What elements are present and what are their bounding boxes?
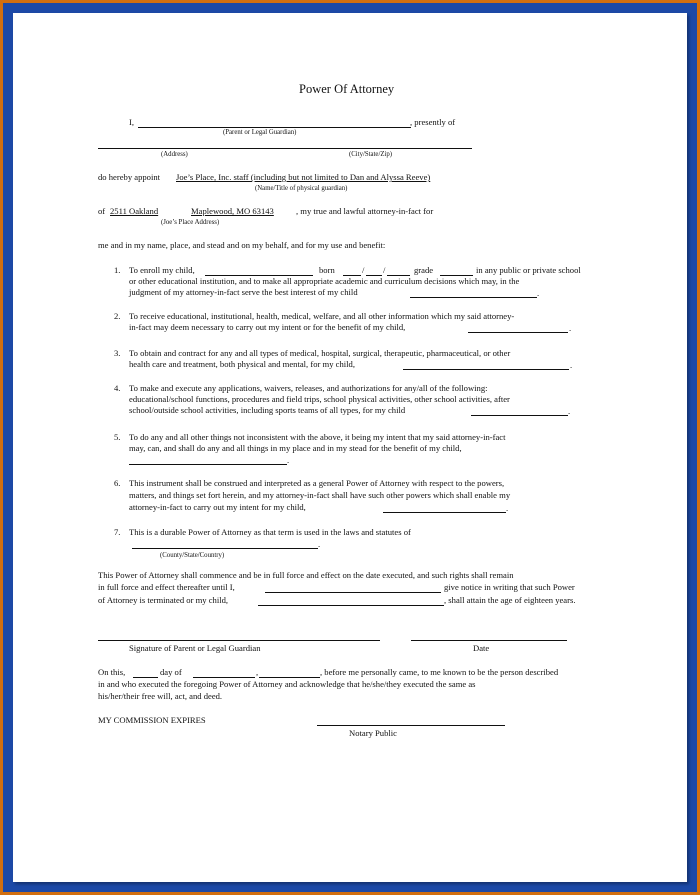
parent-caption: (Parent or Legal Guardian) [223,129,297,136]
item-4-line-2: educational/school functions, procedures and field trips, school physical activities, other school activities, after [129,394,510,404]
item-2-line-1: To receive educational, institutional, health, medical, welfare, and all other information which my said attorney- [129,311,515,321]
closing-line-2a: in full force and effect thereafter until I, [98,582,235,592]
notary-day-line[interactable] [133,677,158,678]
item-5-number: 5. [114,432,121,442]
i-label: I, [129,117,135,127]
item-1-born: born [319,265,335,275]
item-1-period: . [537,288,540,298]
guardian-caption: (Name/Title of physical guardian) [255,185,348,192]
item-4-line-1: To make and execute any applications, waivers, releases, and authorizations for any/all of the following: [129,383,488,393]
address-line[interactable] [98,148,472,149]
document-page [13,13,687,882]
blue-frame [3,3,697,892]
child-name-line-8[interactable] [258,605,444,606]
item-4-number: 4. [114,383,121,393]
closing-line-3a: of Attorney is terminated or my child, [98,595,229,605]
item-4-line-3: school/outside school activities, including sports teams of all types, for my child [129,405,406,415]
item-4-period: . [568,406,571,416]
item-5-period: . [287,455,290,465]
date-line[interactable] [411,640,567,641]
item-6-number: 6. [114,478,121,488]
notary-public-label: Notary Public [349,728,397,738]
notary-year-line[interactable] [259,677,320,678]
item-6-period: . [506,503,509,513]
notary-line-3: his/her/their free will, act, and deed. [98,691,223,701]
child-name-line-4[interactable] [403,369,569,370]
notary-month-line[interactable] [193,677,255,678]
city-state-zip-caption: (City/State/Zip) [349,151,393,158]
item-1-text-a: To enroll my child, [129,265,195,275]
item-7-number: 7. [114,527,121,537]
child-name-line-6[interactable] [129,464,287,465]
item-3-number: 3. [114,348,121,358]
item-1-text-f: in any public or private school [476,265,581,275]
item-6-line-2: matters, and things set fort herein, and my attorney-in-fact shall have such other powers which shall enable my [129,490,511,500]
joes-place-caption: (Joe’s Place Address) [161,219,220,226]
item-5-line-1: To do any and all other things not inconsistent with the above, it being my intent that my said attorney-in-fact [129,432,506,442]
item-2-line-2: in-fact may deem necessary to carry out my intent or for the benefit of my child, [129,322,406,332]
item-6-line-1: This instrument shall be construed and interpreted as a general Power of Attorney with respect to the powers, [129,478,505,488]
notary-line-1b: day of [160,667,182,677]
item-3-line-1: To obtain and contract for any and all types of medical, hospital, surgical, therapeutic, pharmaceutical, or other [129,348,511,358]
item-2-period: . [569,323,572,333]
power-of-attorney-form [13,13,687,882]
closing-line-3b: , shall attain the age of eighteen years. [444,595,576,605]
item-1-slash-1: / [362,265,365,275]
appoint-suffix: , my true and lawful attorney-in-fact for [296,206,434,216]
notary-line-2: in and who executed the foregoing Power of Attorney and acknowledge that he/she/they executed the same as [98,679,476,689]
intro-text: me and in my name, place, and stead and on my behalf, and for my use and benefit: [98,240,386,250]
closing-line-2b: give notice in writing that such Power [444,582,575,592]
item-1-line-3: judgment of my attorney-in-fact serve the best interest of my child [129,287,358,297]
item-1-grade: grade [414,265,434,275]
child-name-line-5[interactable] [471,415,568,416]
item-3-line-2: health care and treatment, both physical and mental, for my child, [129,359,355,369]
item-6-line-3: attorney-in-fact to carry out my intent for my child, [129,502,306,512]
item-7-period: . [318,539,321,549]
item-7-line-1: This is a durable Power of Attorney as that term is used in the laws and statutes of [129,527,411,537]
closing-line-1: This Power of Attorney shall commence and be in full force and effect on the date executed, and such rights shall remain [98,570,514,580]
item-1-number: 1. [114,265,121,275]
commission-expires-label: MY COMMISSION EXPIRES [98,715,206,725]
child-name-line-2[interactable] [410,297,537,298]
appoint-prefix: do hereby appoint [98,172,161,182]
document-title: Power Of Attorney [299,82,395,96]
of-label: of [98,206,106,216]
item-1-line-2: or other educational institution, and to make all appropriate academic and curriculum decisions which may, in the [129,276,520,286]
child-name-line-7[interactable] [383,512,506,513]
notary-line-1d: , before me personally came, to me known to be the person described [320,667,559,677]
jurisdiction-line[interactable] [132,548,318,549]
parent-signature-label: Signature of Parent or Legal Guardian [129,643,261,653]
presently-of-label: , presently of [410,117,456,127]
item-5-line-2: may, can, and shall do any and all things in my place and in my stead for the benefit of my child, [129,443,462,453]
parent-signature-line[interactable] [98,640,380,641]
item-1-slash-2: / [383,265,386,275]
parent-name-line-2[interactable] [265,592,441,593]
street-address: 2511 Oakland [110,206,159,216]
city-address: Maplewood, MO 63143 [191,206,274,216]
address-caption: (Address) [161,151,188,158]
child-name-line-3[interactable] [468,332,568,333]
notary-line-1c: , [256,667,259,677]
date-label: Date [473,643,490,653]
notary-signature-line[interactable] [317,725,505,726]
item-3-period: . [570,360,573,370]
guardian-name: Joe’s Place, Inc. staff (including but not limited to Dan and Alyssa Reeve) [176,172,431,182]
item-2-number: 2. [114,311,121,321]
notary-line-1a: On this, [98,667,126,677]
jurisdiction-caption: (County/State/Country) [160,552,225,559]
